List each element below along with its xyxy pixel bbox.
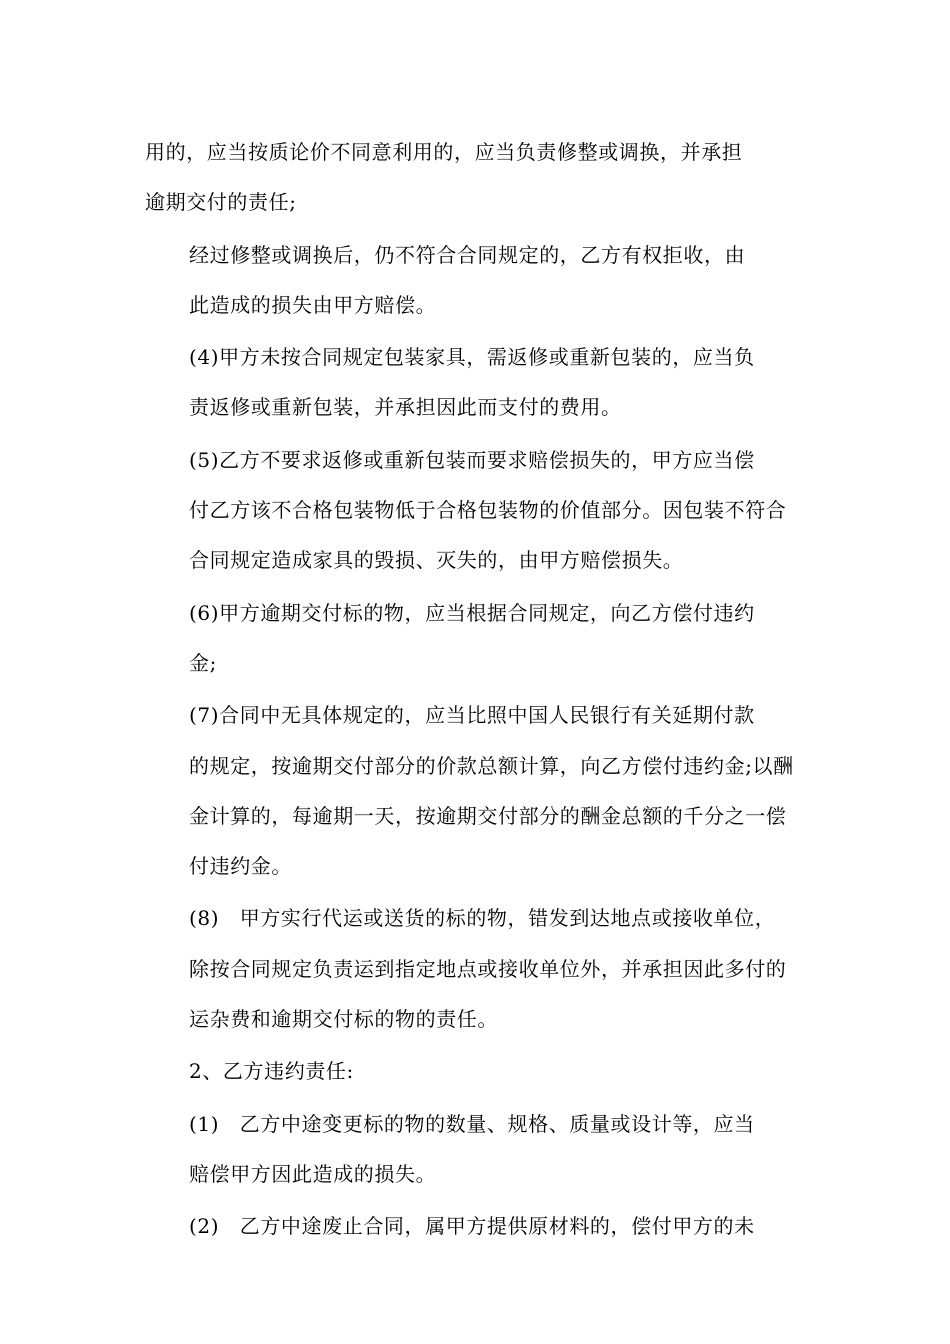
text-line: (2) 乙方中途废止合同，属甲方提供原材料的，偿付甲方的未 xyxy=(189,1214,755,1239)
text-line: 经过修整或调换后，仍不符合合同规定的，乙方有权拒收，由 xyxy=(189,242,746,267)
paragraph-1 xyxy=(145,127,810,228)
text-line: (4)甲方未按合同规定包装家具，需返修或重新包装的，应当负 xyxy=(189,345,755,370)
paragraph-3 xyxy=(145,332,810,433)
text-line: 金; xyxy=(189,650,217,675)
paragraph-6 xyxy=(145,690,810,891)
text-line: 用的，应当按质论价不同意利用的，应当负责修整或调换，并承担 xyxy=(145,140,743,164)
text-line: 金计算的，每逾期一天，按逾期交付部分的酬金总额的千分之一偿 xyxy=(189,803,787,828)
text-line: (1) 乙方中途变更标的物的数量、规格、质量或设计等，应当 xyxy=(189,1111,755,1136)
text-line: 2、乙方违约责任: xyxy=(189,1059,354,1084)
text-line: (8) 甲方实行代运或送货的标的物，错发到达地点或接收单位， xyxy=(189,906,776,931)
paragraph-7 xyxy=(145,893,810,1044)
text-line: 运杂费和逾期交付标的物的责任。 xyxy=(189,1007,498,1032)
text-line: 赔偿甲方因此造成的损失。 xyxy=(189,1161,437,1186)
section-heading xyxy=(145,1046,810,1096)
paragraph-2 xyxy=(145,230,810,331)
text-line: (5)乙方不要求返修或重新包装而要求赔偿损失的，甲方应当偿 xyxy=(189,447,755,472)
text-line: 付违约金。 xyxy=(189,854,292,879)
text-line: 合同规定造成家具的毁损、灭失的，由甲方赔偿损失。 xyxy=(189,548,684,573)
text-line: 除按合同规定负责运到指定地点或接收单位外，并承担因此多付的 xyxy=(189,956,787,981)
document-body xyxy=(145,127,810,1254)
paragraph-10 xyxy=(145,1201,810,1251)
paragraph-4 xyxy=(145,435,810,586)
text-line: 责返修或重新包装，并承担因此而支付的费用。 xyxy=(189,395,622,420)
text-line: 的规定，按逾期交付部分的价款总额计算，向乙方偿付违约金;以酬 xyxy=(189,753,794,778)
text-line: (7)合同中无具体规定的，应当比照中国人民银行有关延期付款 xyxy=(189,703,755,728)
paragraph-9 xyxy=(145,1099,810,1200)
text-line: 此造成的损失由甲方赔偿。 xyxy=(189,292,437,317)
paragraph-5 xyxy=(145,588,810,689)
text-line: (6)甲方逾期交付标的物，应当根据合同规定，向乙方偿付违约 xyxy=(189,600,755,625)
text-line: 逾期交付的责任; xyxy=(145,190,297,215)
text-line: 付乙方该不合格包装物低于合格包装物的价值部分。因包装不符合 xyxy=(189,498,787,523)
